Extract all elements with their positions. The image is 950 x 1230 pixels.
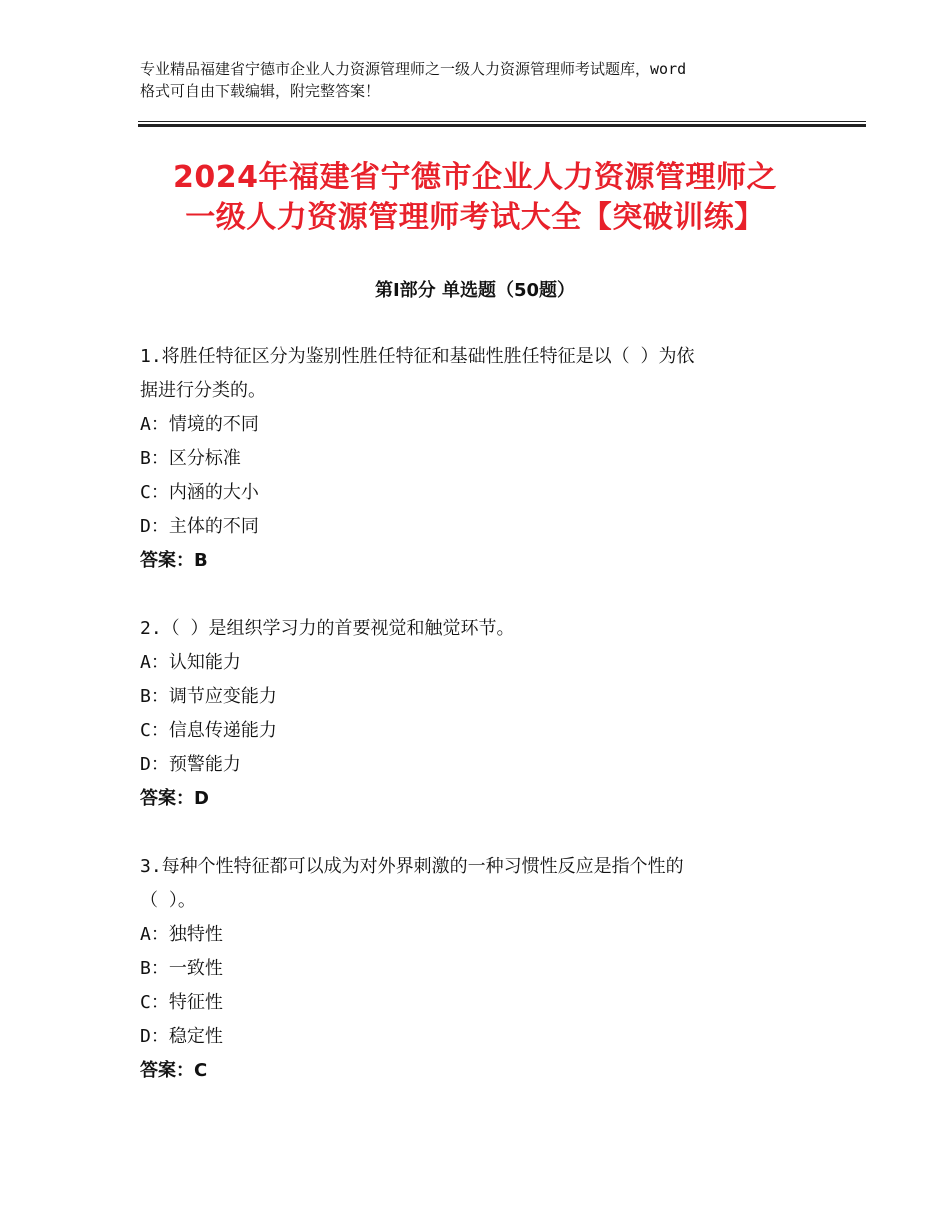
section-title: 第Ⅰ部分 单选题（50题）: [374, 280, 575, 301]
document-title-line-2: 一级人力资源管理师考试大全【突破训练】: [185, 200, 765, 235]
header-divider-thick: [138, 124, 866, 127]
question-stem-line-2: 据进行分类的。: [140, 380, 266, 401]
option-c: C：特征性: [140, 992, 223, 1013]
option-c: C：内涵的大小: [140, 482, 259, 503]
option-d: D：稳定性: [140, 1026, 223, 1047]
option-c: C：信息传递能力: [140, 720, 277, 741]
option-a: A：情境的不同: [140, 414, 259, 435]
answer-line: 答案：B: [140, 550, 208, 571]
answer-line: 答案：D: [140, 788, 209, 809]
header-note: [140, 58, 830, 102]
document-title-line-1: 2024年福建省宁德市企业人力资源管理师之: [173, 160, 777, 195]
header-note-line-2: 格式可自由下载编辑，附完整答案！: [140, 82, 381, 100]
option-b: B：一致性: [140, 958, 223, 979]
option-a: A：独特性: [140, 924, 223, 945]
option-a: A：认知能力: [140, 652, 241, 673]
option-d: D：预警能力: [140, 754, 241, 775]
header-note-line-1: 专业精品福建省宁德市企业人力资源管理师之一级人力资源管理师考试题库，word: [140, 60, 687, 78]
option-b: B：区分标准: [140, 448, 241, 469]
question-stem-line-1: 1.将胜任特征区分为鉴别性胜任特征和基础性胜任特征是以（ ）为依: [140, 346, 695, 367]
option-d: D：主体的不同: [140, 516, 259, 537]
question-stem-line-1: 3.每种个性特征都可以成为对外界刺激的一种习惯性反应是指个性的: [140, 856, 684, 877]
question-stem-line-1: 2.（ ）是组织学习力的首要视觉和触觉环节。: [140, 618, 515, 639]
question-1: [140, 340, 820, 578]
question-stem: [140, 850, 820, 918]
header-divider-thin: [138, 121, 866, 122]
document-title: [130, 158, 820, 238]
question-2: [140, 612, 820, 816]
question-list: [140, 340, 820, 1122]
question-stem: [140, 340, 820, 408]
answer-line: 答案：C: [140, 1060, 208, 1081]
question-stem-line-2: （ ）。: [140, 890, 196, 911]
question-stem: [140, 612, 820, 646]
option-b: B：调节应变能力: [140, 686, 277, 707]
question-3: [140, 850, 820, 1088]
